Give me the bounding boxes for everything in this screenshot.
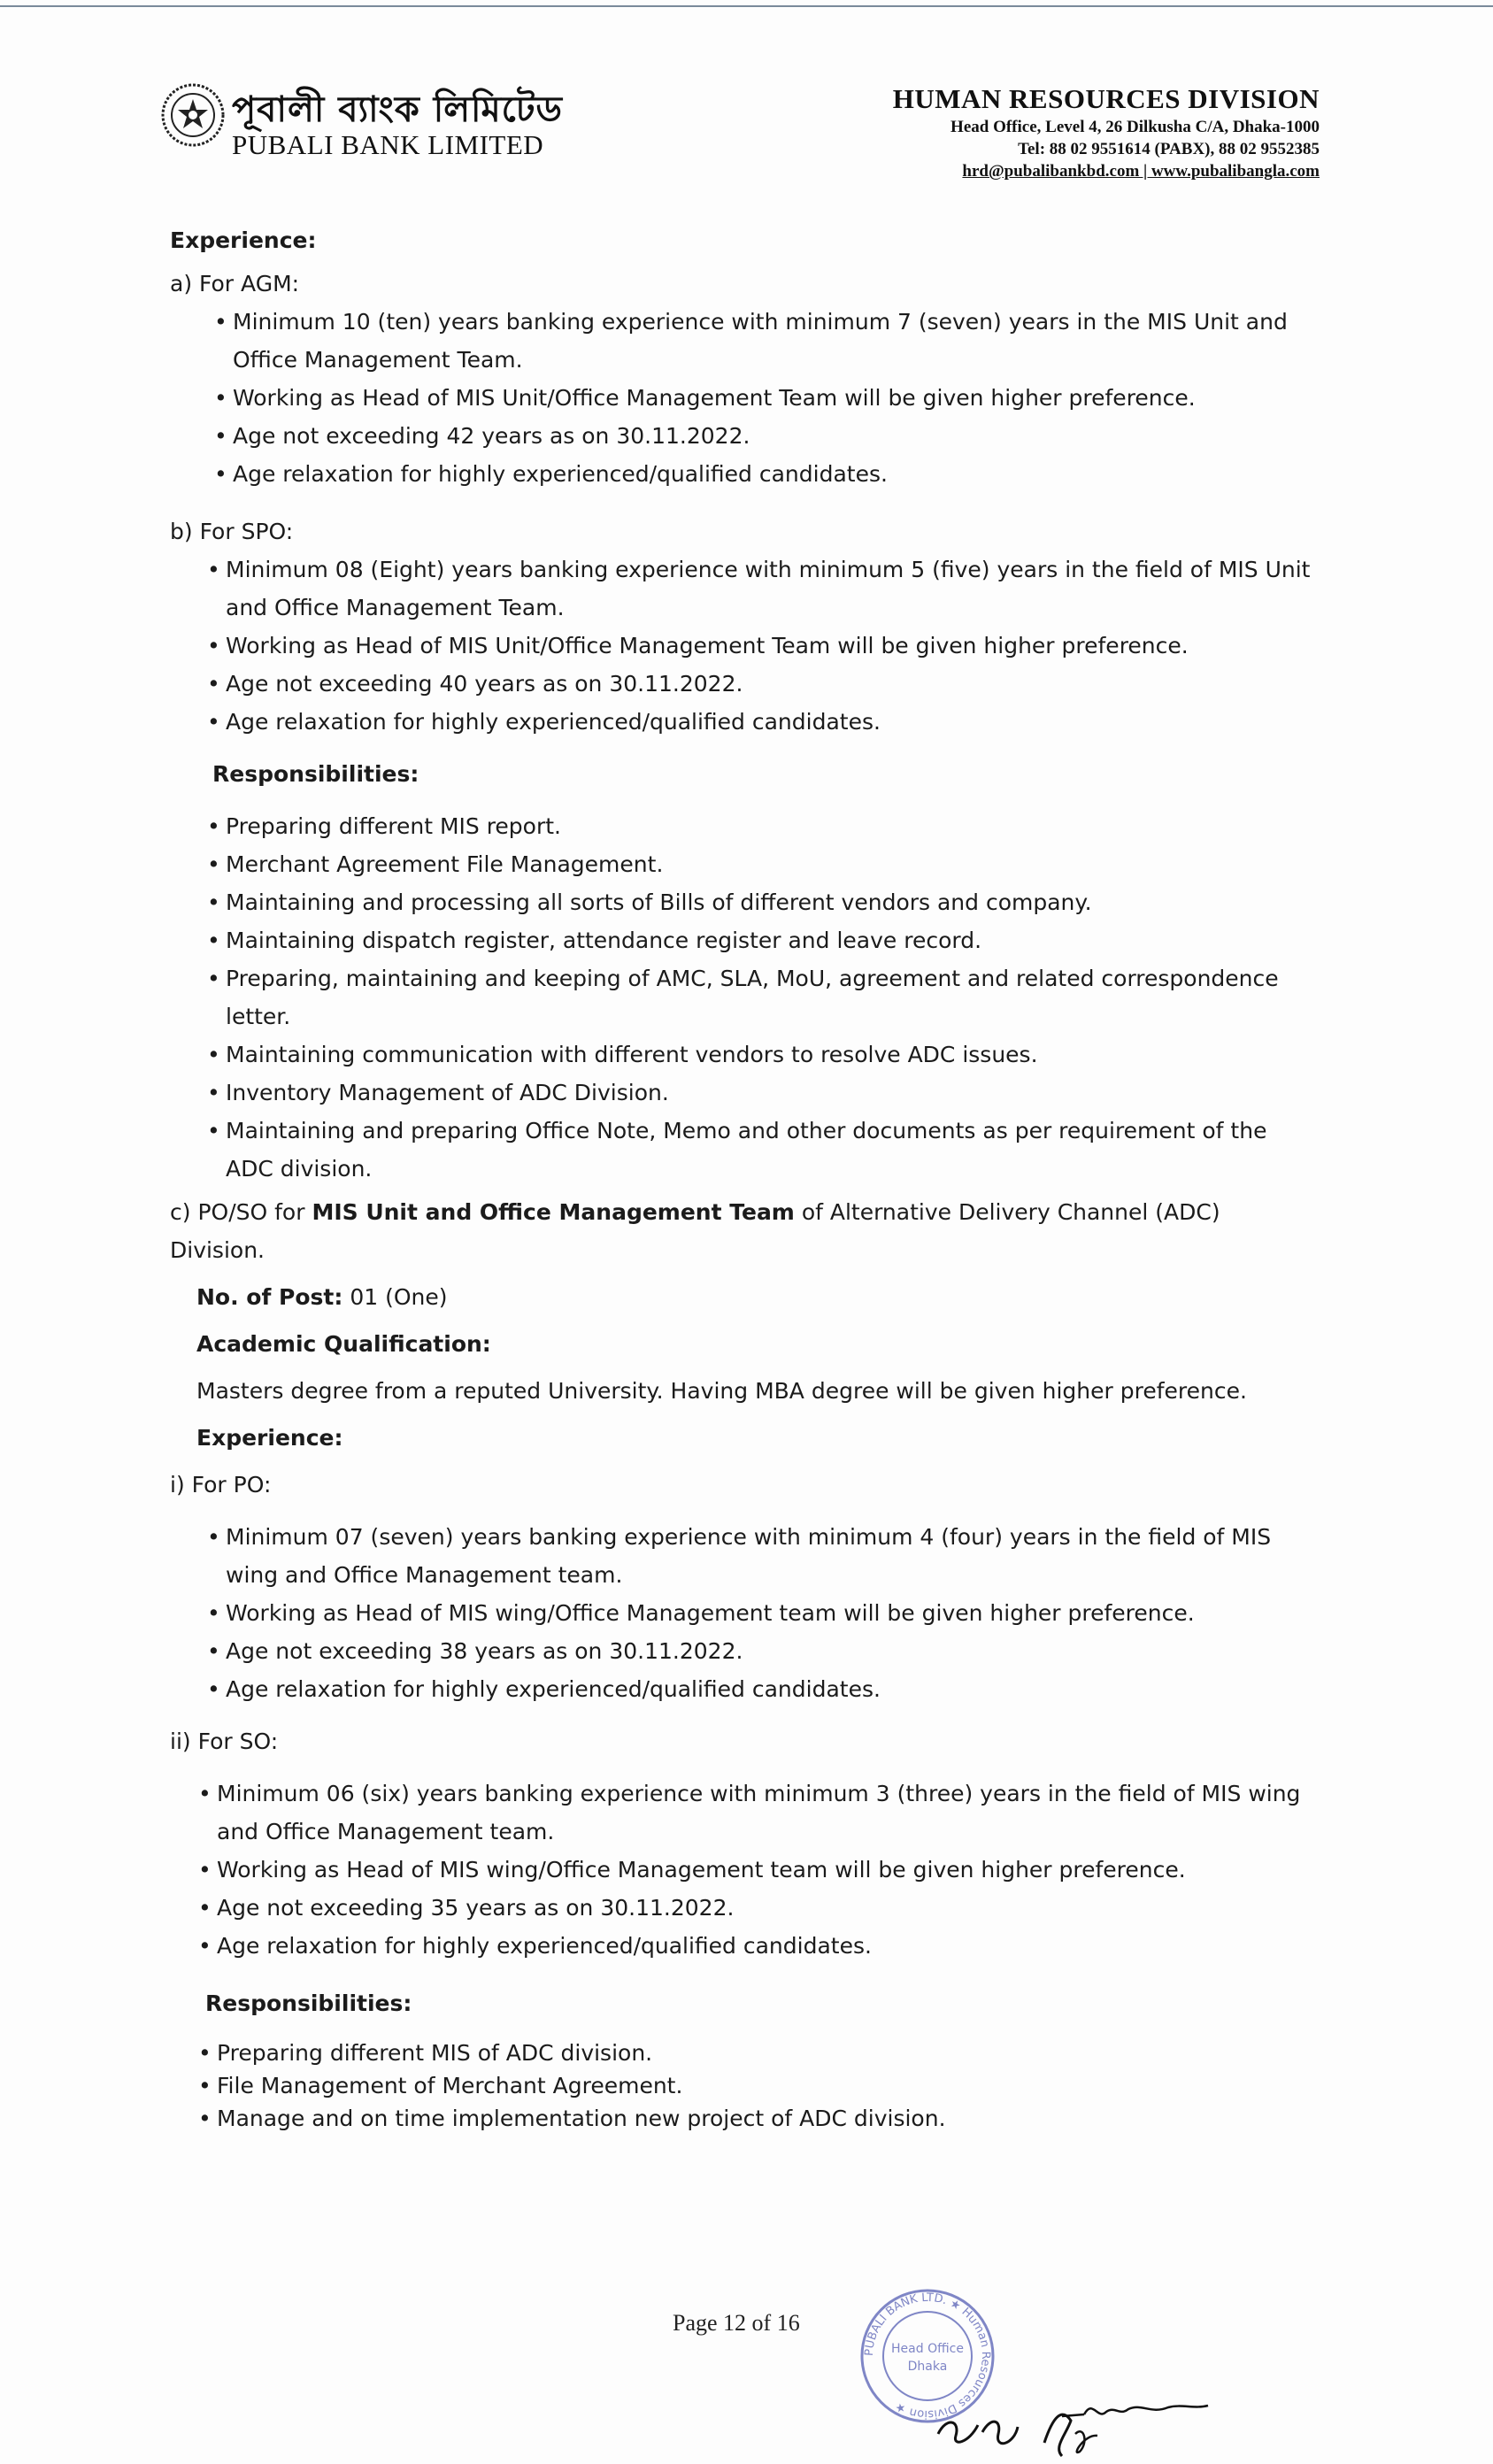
list-item: • Age not exceeding 38 years as on 30.11.2022. [205, 1632, 1320, 1670]
list-item: • Working as Head of MIS wing/Office Management team will be given higher preference. [205, 1594, 1320, 1632]
posts-value: 01 (One) [342, 1284, 448, 1310]
list-item: • Age not exceeding 42 years as on 30.11.2022. [212, 417, 1320, 455]
responsibilities-list [170, 807, 1320, 1188]
so-label: ii) For SO: [170, 1729, 279, 1754]
responsibilities-heading: Responsibilities: [212, 761, 419, 787]
list-item: • Preparing different MIS of ADC division. [196, 2037, 1320, 2069]
number-of-posts [170, 1278, 1320, 1316]
list-item: • Working as Head of MIS Unit/Office Management Team will be given higher preference. [205, 627, 1320, 665]
experience-heading: Experience: [170, 227, 317, 253]
division-address: Head Office, Level 4, 26 Dilkusha C/A, Dhaka-1000 [950, 118, 1320, 136]
academic-heading: Academic Qualification: [196, 1331, 491, 1357]
list-item: • Preparing different MIS report. [205, 807, 1320, 845]
posts-label: No. of Post: [196, 1284, 343, 1310]
list-item: • Maintaining and processing all sorts of Bills of different vendors and company. [205, 883, 1320, 921]
list-item: • Minimum 08 (Eight) years banking experience with minimum 5 (five) years in the field of MIS Unit and Office Management Team. [205, 551, 1320, 627]
document-body [170, 221, 1320, 2135]
experience-heading-2: Experience: [196, 1425, 343, 1451]
list-item: • Manage and on time implementation new project of ADC division. [196, 2102, 1320, 2135]
list-item: • Age relaxation for highly experienced/qualified candidates. [205, 703, 1320, 741]
list-item: • Minimum 10 (ten) years banking experience with minimum 7 (seven) years in the MIS Unit and Office Management Team. [212, 303, 1320, 379]
list-item: • Maintaining communication with different vendors to resolve ADC issues. [205, 1036, 1320, 1074]
so-requirements [170, 1775, 1320, 1965]
svg-text:PUBALI BANK LTD. ★ Human Resou: PUBALI BANK LTD. ★ Human Resources Division ★ [862, 2291, 993, 2422]
responsibilities-heading-2: Responsibilities: [205, 1990, 412, 2016]
division-title: HUMAN RESOURCES DIVISION [892, 83, 1320, 114]
division-contact-links[interactable]: hrd@pubalibankbd.com | www.pubalibangla.com [962, 162, 1320, 181]
bank-emblem-icon [159, 81, 227, 149]
list-item: • Age not exceeding 40 years as on 30.11.2022. [205, 665, 1320, 703]
list-item: • Age relaxation for highly experienced/qualified candidates. [205, 1670, 1320, 1708]
responsibilities-list-2 [170, 2037, 1320, 2135]
po-requirements [170, 1518, 1320, 1708]
list-item: • Maintaining dispatch register, attendance register and leave record. [205, 921, 1320, 959]
svg-text:Head Office: Head Office [891, 2342, 964, 2356]
spo-label: b) For SPO: [170, 519, 294, 544]
page-number: Page 12 of 16 [673, 2310, 800, 2336]
agm-requirements [170, 303, 1320, 493]
academic-text: Masters degree from a reputed University. Having MBA degree will be given higher preference. [196, 1378, 1247, 1404]
spo-requirements [170, 551, 1320, 741]
bank-name-english: PUBALI BANK LIMITED [232, 129, 544, 160]
post-c-title [170, 1193, 1320, 1269]
post-c-unit: MIS Unit and Office Management Team [312, 1199, 795, 1225]
list-item: • Minimum 07 (seven) years banking experience with minimum 4 (four) years in the field of MIS wing and Office Management team. [205, 1518, 1320, 1594]
post-c-suffix: of Alternative Delivery Channel (ADC) Division. [170, 1199, 1220, 1263]
list-item: • Minimum 06 (six) years banking experience with minimum 3 (three) years in the field of MIS wing and Office Management team. [196, 1775, 1320, 1851]
agm-label: a) For AGM: [170, 271, 300, 296]
handwritten-signatures [929, 2381, 1230, 2460]
top-rule [0, 5, 1493, 7]
list-item: • File Management of Merchant Agreement. [196, 2069, 1320, 2102]
post-c-prefix: c) PO/SO for [170, 1199, 312, 1225]
list-item: • Inventory Management of ADC Division. [205, 1074, 1320, 1112]
list-item: • Age not exceeding 35 years as on 30.11.2022. [196, 1889, 1320, 1927]
svg-text:Dhaka: Dhaka [907, 2360, 948, 2374]
division-header [893, 83, 1320, 181]
division-phone: Tel: 88 02 9551614 (PABX), 88 02 9552385 [1018, 140, 1320, 158]
po-label: i) For PO: [170, 1472, 272, 1498]
list-item: • Age relaxation for highly experienced/qualified candidates. [196, 1927, 1320, 1965]
list-item: • Age relaxation for highly experienced/qualified candidates. [212, 455, 1320, 493]
list-item: • Working as Head of MIS wing/Office Management team will be given higher preference. [196, 1851, 1320, 1889]
list-item: • Working as Head of MIS Unit/Office Management Team will be given higher preference. [212, 379, 1320, 417]
list-item: • Preparing, maintaining and keeping of AMC, SLA, MoU, agreement and related correspondence letter. [205, 959, 1320, 1036]
list-item: • Merchant Agreement File Management. [205, 845, 1320, 883]
list-item: • Maintaining and preparing Office Note, Memo and other documents as per requirement of the ADC division. [205, 1112, 1320, 1188]
bank-name-bengali: পূবালী ব্যাংক লিমিটেড [232, 89, 563, 130]
